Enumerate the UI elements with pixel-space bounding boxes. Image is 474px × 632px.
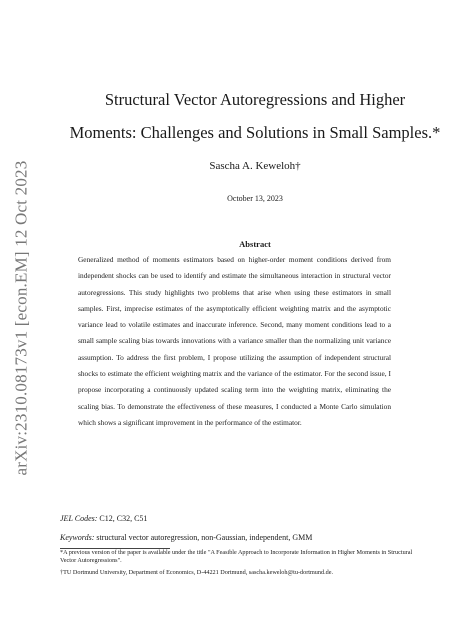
keywords-value: structural vector autoregression, non-Gaussian, independent, GMM — [96, 533, 313, 542]
arxiv-identifier-text: arXiv:2310.08173v1 [econ.EM] 12 Oct 2023 — [11, 160, 31, 475]
jel-codes-line — [60, 514, 147, 523]
footnote-previous-version: *A previous version of the paper is available under the title "A Feasible Approach to Incorporate Information in Higher Moments in Structural Vector Autoregressions". — [60, 549, 413, 565]
publication-date: October 13, 2023 — [227, 194, 283, 203]
arxiv-identifier-stamp — [8, 155, 34, 480]
abstract-heading: Abstract — [239, 239, 271, 249]
jel-codes-label: JEL Codes: — [60, 514, 98, 523]
author-name: Sascha A. Keweloh† — [209, 160, 301, 172]
jel-codes-value: C12, C32, C51 — [99, 514, 148, 523]
keywords-line — [60, 533, 312, 542]
abstract-body: Generalized method of moments estimators based on higher-order moment conditions derived from independent shocks can be used to identify and estimate the simultaneous interaction in structural vector autoregressions. This study highlights two problems that arise when using these estimators in small samples. First, imprecise estimates of the asymptotically efficient weighting matrix and the asymptotic variance lead to volatile estimates and inaccurate inference. Second, many moment conditions lead to a small sample scaling bias towards innovations with a variance smaller than the normalizing unit variance assumption. To address the first problem, I propose utilizing the assumption of independent structural shocks to estimate the efficient weighting matrix and the variance of the estimator. For the second issue, I propose incorporating a continuously updated scaling term into the weighting matrix, eliminating the scaling bias. To demonstrate the effectiveness of these measures, I conducted a Monte Carlo simulation which shows a significant improvement in the performance of the estimator. — [78, 255, 391, 427]
paper-title-line-2: Moments: Challenges and Solutions in Small Samples.* — [69, 123, 441, 142]
keywords-label: Keywords: — [60, 533, 95, 542]
footnote-affiliation: †TU Dortmund University, Department of Economics, D-44221 Dortmund, sascha.keweloh@tu-dortmund.de. — [60, 569, 334, 576]
paper-title-line-1: Structural Vector Autoregressions and Higher — [104, 90, 406, 109]
